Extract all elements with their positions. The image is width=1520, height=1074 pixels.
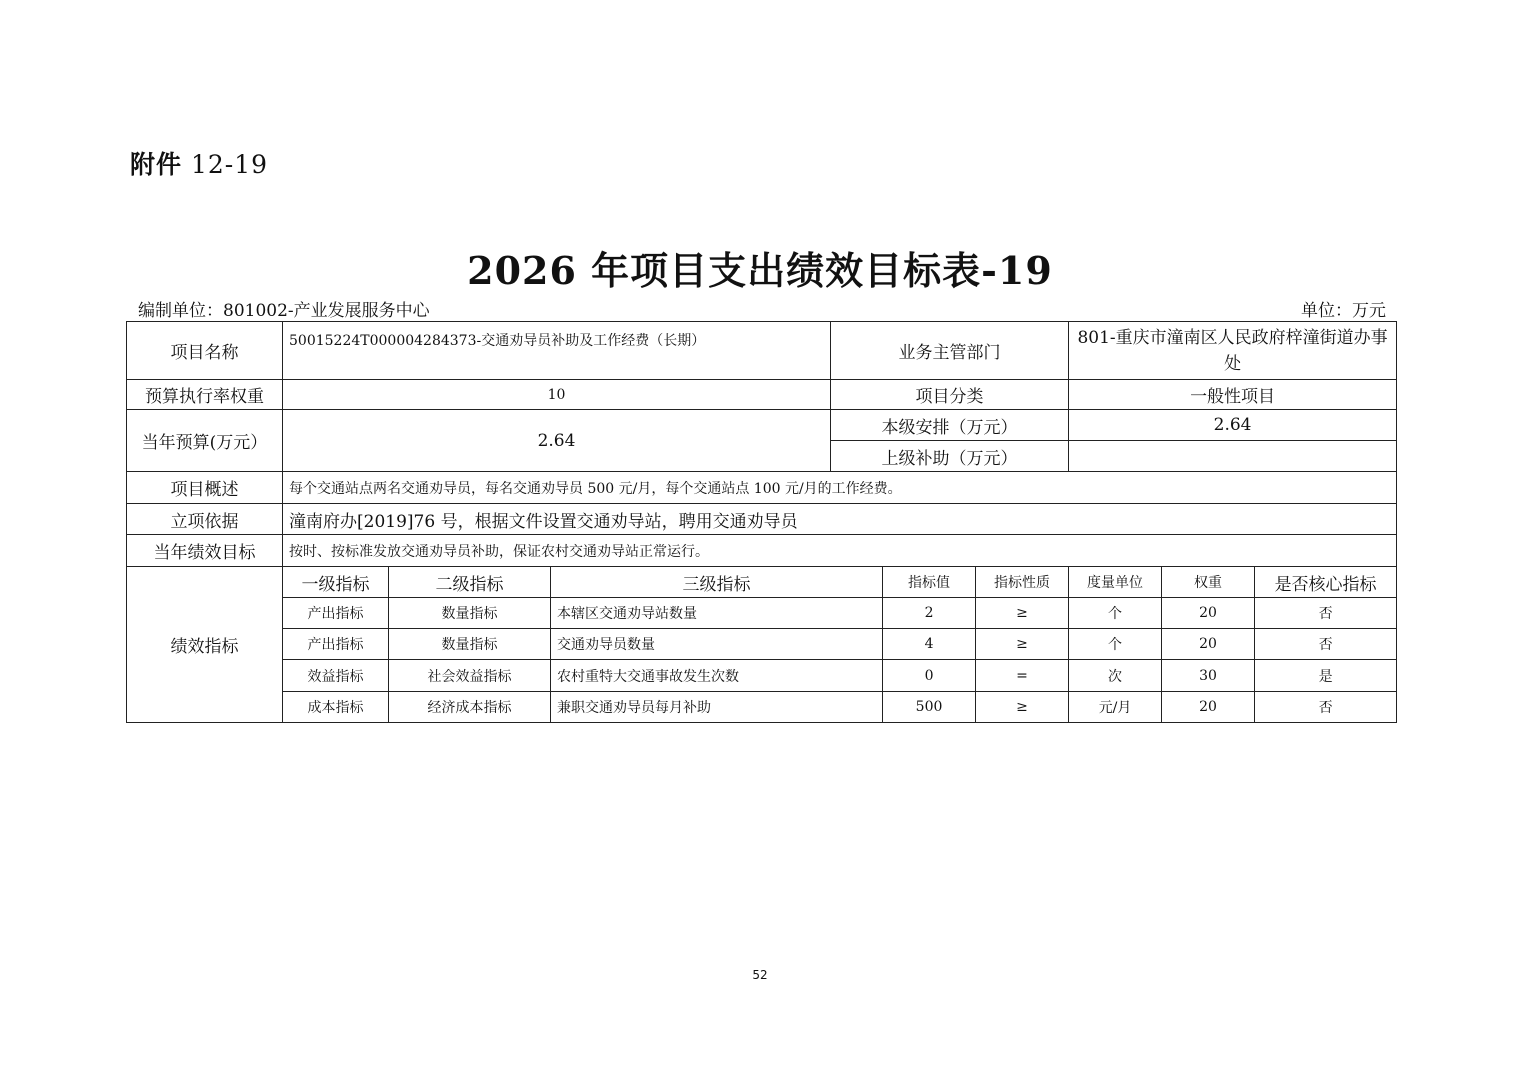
header-nature: 指标性质 — [976, 567, 1069, 598]
compiling-unit: 编制单位：801002-产业发展服务中心 — [138, 301, 430, 321]
upper-value — [1069, 441, 1397, 472]
table-row — [127, 598, 1397, 629]
attachment-number: 12-19 — [190, 150, 269, 179]
row-weight — [127, 380, 1397, 410]
cell-value: 500 — [883, 692, 976, 723]
cell-value: 2 — [883, 598, 976, 629]
cell-weight: 20 — [1162, 598, 1255, 629]
cell-value: 4 — [883, 629, 976, 660]
dept-label: 业务主管部门 — [831, 322, 1069, 380]
cell-level2: 社会效益指标 — [389, 660, 551, 692]
table-row — [127, 692, 1397, 723]
local-label: 本级安排（万元） — [831, 410, 1069, 441]
budget-value: 2.64 — [283, 410, 831, 472]
row-goal — [127, 535, 1397, 567]
row-summary — [127, 472, 1397, 504]
attachment-label — [130, 145, 268, 181]
indicators-label: 绩效指标 — [127, 567, 283, 723]
summary-label: 项目概述 — [127, 472, 283, 504]
cell-nature: ≥ — [976, 692, 1069, 723]
dept-value: 801-重庆市潼南区人民政府梓潼街道办事处 — [1069, 322, 1397, 380]
currency-unit: 单位：万元 — [1301, 301, 1386, 321]
cell-unit: 个 — [1069, 598, 1162, 629]
row-project-name — [127, 322, 1397, 380]
row-budget-local — [127, 410, 1397, 441]
cell-weight: 20 — [1162, 629, 1255, 660]
weight-label: 预算执行率权重 — [127, 380, 283, 410]
local-value: 2.64 — [1069, 410, 1397, 441]
project-name-label: 项目名称 — [127, 322, 283, 380]
project-name-value: 50015224T000004284373-交通劝导员补助及工作经费（长期） — [283, 322, 831, 380]
cell-level3: 兼职交通劝导员每月补助 — [551, 692, 883, 723]
cell-nature: ≥ — [976, 598, 1069, 629]
header-level1: 一级指标 — [283, 567, 389, 598]
cell-level1: 产出指标 — [283, 629, 389, 660]
header-level2: 二级指标 — [389, 567, 551, 598]
summary-value: 每个交通站点两名交通劝导员，每名交通劝导员 500 元/月，每个交通站点 100 元/月的工作经费。 — [283, 472, 1397, 504]
header-level3: 三级指标 — [551, 567, 883, 598]
weight-value: 10 — [283, 380, 831, 410]
cell-core: 否 — [1255, 629, 1397, 660]
category-value: 一般性项目 — [1069, 380, 1397, 410]
basis-value: 潼南府办[2019]76 号，根据文件设置交通劝导站，聘用交通劝导员 — [283, 504, 1397, 535]
row-basis — [127, 504, 1397, 535]
cell-level2: 数量指标 — [389, 629, 551, 660]
table-row — [127, 629, 1397, 660]
attachment-prefix: 附件 — [130, 150, 183, 179]
cell-level2: 数量指标 — [389, 598, 551, 629]
cell-value: 0 — [883, 660, 976, 692]
cell-level1: 效益指标 — [283, 660, 389, 692]
header-weight: 权重 — [1162, 567, 1255, 598]
cell-weight: 20 — [1162, 692, 1255, 723]
cell-core: 否 — [1255, 598, 1397, 629]
page-number: 52 — [752, 968, 768, 982]
basis-label: 立项依据 — [127, 504, 283, 535]
category-label: 项目分类 — [831, 380, 1069, 410]
cell-level1: 成本指标 — [283, 692, 389, 723]
cell-level3: 农村重特大交通事故发生次数 — [551, 660, 883, 692]
cell-level3: 本辖区交通劝导站数量 — [551, 598, 883, 629]
header-core: 是否核心指标 — [1255, 567, 1397, 598]
cell-core: 否 — [1255, 692, 1397, 723]
upper-label: 上级补助（万元） — [831, 441, 1069, 472]
budget-label: 当年预算(万元） — [127, 410, 283, 472]
table-row — [127, 660, 1397, 692]
performance-table — [126, 321, 1397, 723]
goal-value: 按时、按标准发放交通劝导员补助，保证农村交通劝导站正常运行。 — [283, 535, 1397, 567]
cell-nature: = — [976, 660, 1069, 692]
cell-unit: 元/月 — [1069, 692, 1162, 723]
page-title: 2026 年项目支出绩效目标表-19 — [467, 248, 1053, 293]
cell-core: 是 — [1255, 660, 1397, 692]
header-unit: 度量单位 — [1069, 567, 1162, 598]
cell-level1: 产出指标 — [283, 598, 389, 629]
cell-unit: 个 — [1069, 629, 1162, 660]
goal-label: 当年绩效目标 — [127, 535, 283, 567]
cell-unit: 次 — [1069, 660, 1162, 692]
cell-level3: 交通劝导员数量 — [551, 629, 883, 660]
header-value: 指标值 — [883, 567, 976, 598]
indicator-header-row — [127, 567, 1397, 598]
cell-weight: 30 — [1162, 660, 1255, 692]
cell-level2: 经济成本指标 — [389, 692, 551, 723]
cell-nature: ≥ — [976, 629, 1069, 660]
